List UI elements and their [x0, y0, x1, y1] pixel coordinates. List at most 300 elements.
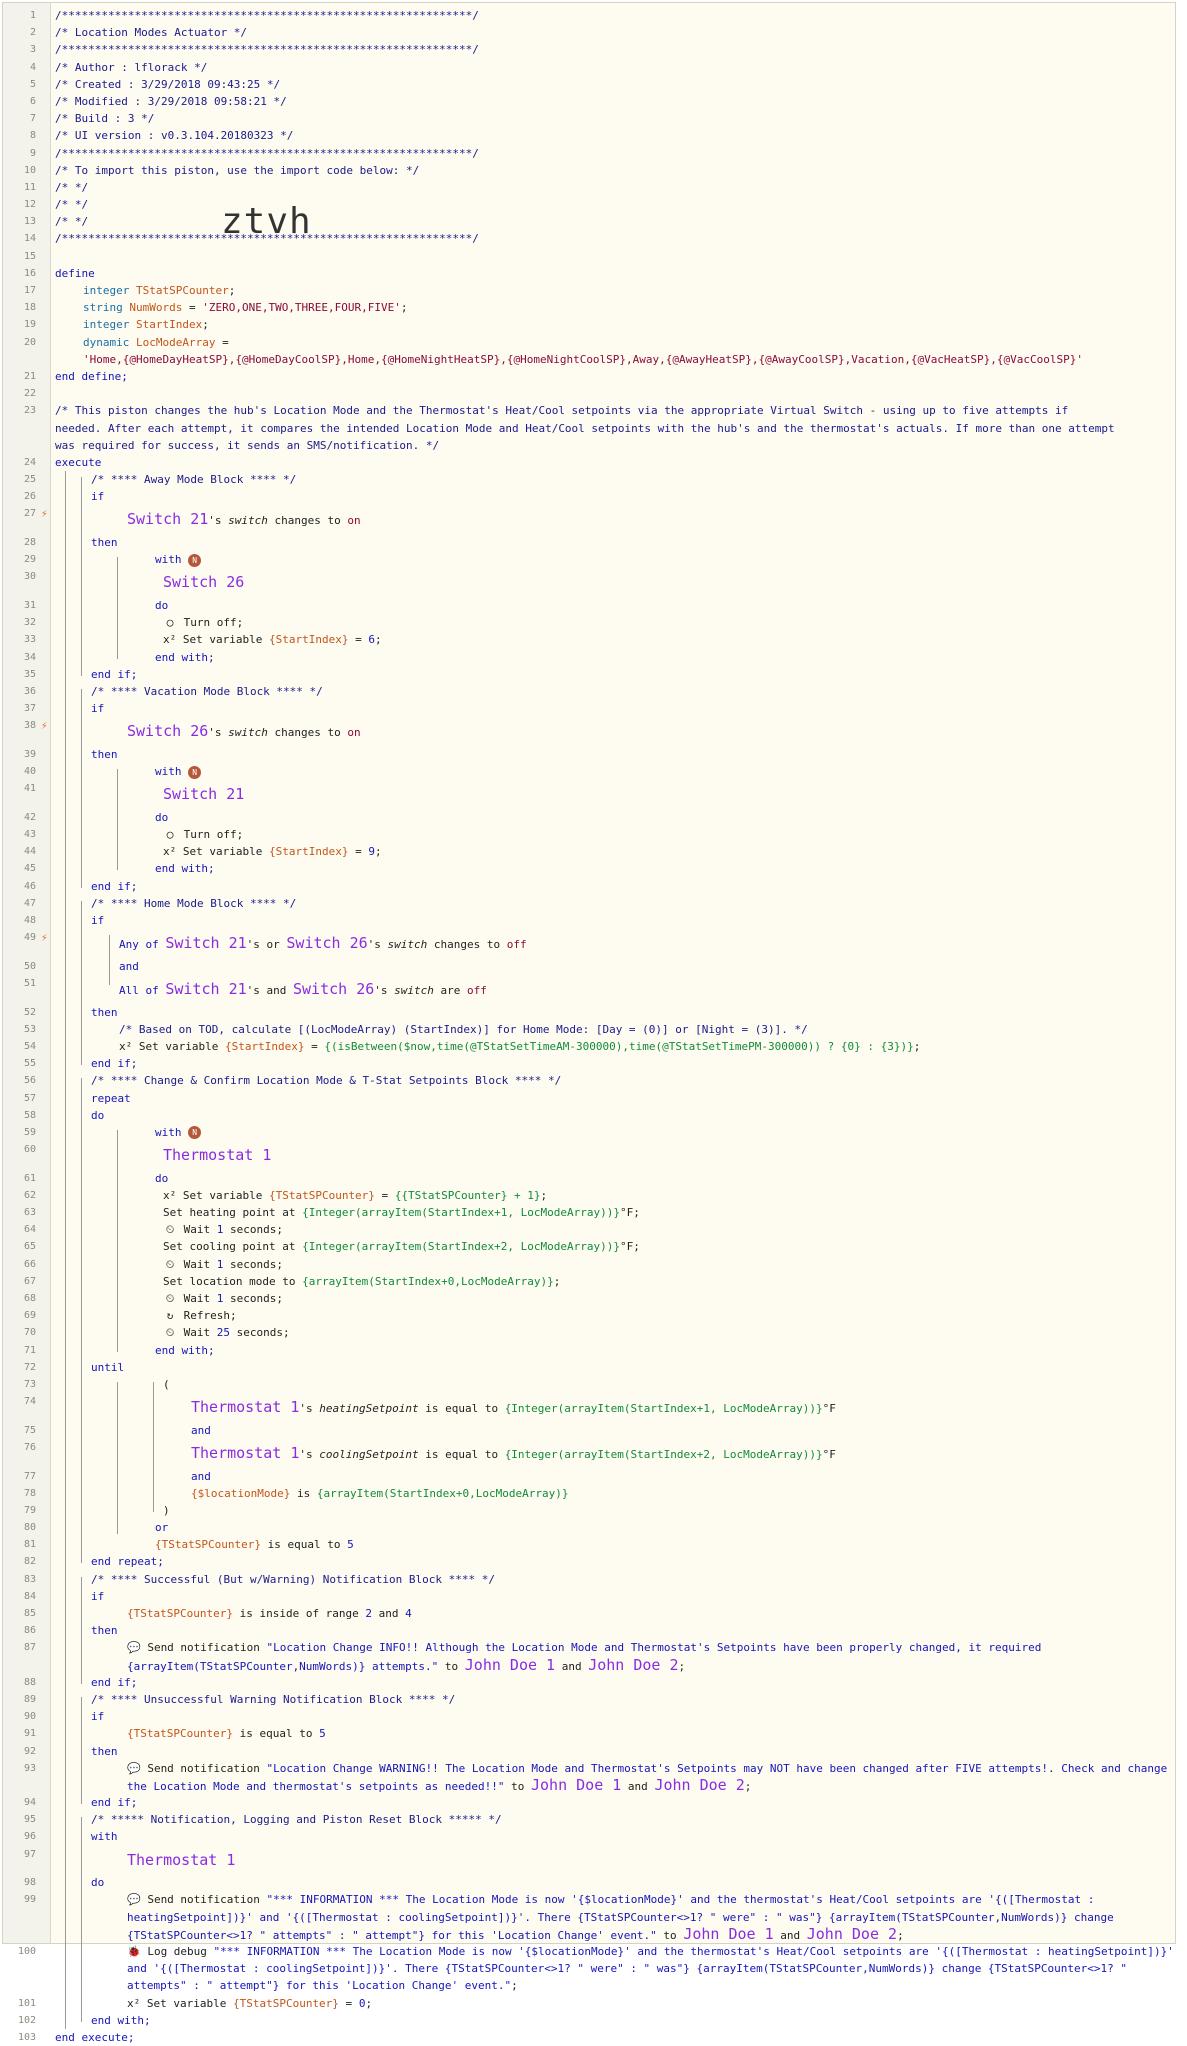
line-number: 94: [23, 1797, 36, 1809]
code-line: [3, 2012, 1173, 2029]
code-line: [3, 1422, 1173, 1439]
code-token: °F;: [619, 1240, 640, 1254]
device-name[interactable]: John Doe 2: [806, 1924, 898, 1943]
line-number: 26: [23, 491, 36, 503]
block-guide: [81, 1817, 82, 2022]
device-name[interactable]: Switch 21: [165, 980, 247, 998]
code-token: 1: [216, 1257, 224, 1271]
keyword: if: [91, 490, 105, 504]
code-token: heatingSetpoint: [319, 1402, 419, 1416]
code-line: [3, 1536, 1173, 1553]
keyword: end with;: [155, 862, 215, 876]
line-number: 100: [17, 1946, 36, 1958]
code-text: [163, 614, 243, 631]
code-token: 🐞 Log debug: [127, 1945, 214, 1959]
code-token: 's: [299, 1447, 320, 1461]
code-token: ;: [374, 633, 382, 647]
code-line: [3, 488, 1173, 505]
code-token: =: [215, 335, 229, 349]
code-text: [91, 1828, 118, 1845]
code-token: 'Home,{@HomeDayHeatSP},{@HomeDayCoolSP},Home,{@HomeNightHeatSP},{@HomeNightCoolSP},Away,{@AwayHeatSP},{@AwayCoolSP},Vacation,{@VacHeatSP},{@VacCoolSP}': [83, 352, 1084, 366]
line-number: 96: [23, 1831, 36, 1843]
line-number: 60: [23, 1144, 36, 1156]
keyword: do: [91, 1876, 105, 1890]
device-name[interactable]: John Doe 1: [531, 1775, 622, 1794]
code-token: Set heating point at: [163, 1206, 303, 1220]
line-number: 102: [17, 2014, 36, 2026]
code-line: [3, 631, 1173, 648]
variable-name: {StartIndex}: [268, 633, 349, 647]
code-text: [91, 746, 118, 763]
device-name[interactable]: Thermostat 1: [163, 1146, 272, 1165]
code-line: [3, 265, 1173, 282]
keyword: with: [155, 553, 189, 567]
code-token: ;: [228, 284, 236, 297]
code-token: is equal to: [260, 1538, 348, 1552]
code-token: to: [438, 1659, 465, 1673]
keyword: execute: [55, 455, 102, 469]
code-line: [3, 230, 1173, 247]
code-line: [3, 1725, 1173, 1742]
device-name[interactable]: John Doe 1: [464, 1655, 556, 1674]
keyword: if: [91, 1710, 105, 1724]
code-token: ;: [202, 318, 209, 332]
line-number: 61: [23, 1172, 36, 1184]
line-number: 66: [23, 1258, 36, 1270]
code-text: [155, 649, 215, 666]
code-text: [91, 1743, 118, 1760]
code-text: [91, 1571, 495, 1588]
device-name[interactable]: Switch 26: [286, 934, 368, 953]
variable-name: {TStatSPCounter}: [127, 1727, 233, 1741]
code-token: (: [163, 1377, 170, 1391]
variable-name: StartIndex: [135, 318, 203, 332]
code-text: [155, 763, 201, 780]
code-text: [127, 1995, 372, 2012]
line-number: 64: [23, 1224, 36, 1236]
code-line: [3, 93, 1173, 110]
variable-name: {StartIndex}: [224, 1039, 305, 1053]
code-line: [3, 1004, 1173, 1021]
variable-name: LocModeArray: [135, 335, 216, 349]
code-line: [3, 334, 1173, 351]
code-text: [155, 809, 168, 826]
code-text: [55, 454, 101, 471]
keyword: if: [91, 914, 105, 928]
code-token: dynamic: [83, 335, 136, 349]
keyword: then: [91, 1744, 118, 1758]
code-line: [3, 1519, 1173, 1536]
code-comment: /* **** Home Mode Block **** */: [91, 896, 297, 910]
code-line: [3, 110, 1173, 127]
line-number: 30: [23, 571, 36, 583]
device-name[interactable]: Thermostat 1: [127, 1850, 236, 1869]
code-token: ;: [744, 1779, 752, 1793]
block-guide: [117, 1382, 118, 1534]
line-number: 81: [23, 1539, 36, 1551]
code-text: [91, 534, 118, 551]
line-number: 80: [23, 1522, 36, 1534]
keyword: "*** INFORMATION *** The Location Mode is now '{$locationMode}' and the thermostat's Heat/Cool setpoints are '{([Thermostat : heatingSetpoint])}' and '{([Thermostat : coolingSetpoint])}'. There {TStatSPCounter<>1? " were" : " was"} {arrayItem(TStatSPCounter,NumWords)} change {TStatSPCounter<>1? " attempts" : " attempt"} for this 'Location Change' event.": [127, 1893, 1114, 1942]
line-number: 93: [23, 1762, 36, 1774]
line-number: 55: [23, 1058, 36, 1070]
code-text: [55, 2029, 134, 2046]
code-comment: /* Build : 3 */: [55, 112, 155, 126]
code-text: [91, 700, 104, 717]
code-line: [3, 248, 1173, 265]
line-number: 32: [23, 617, 36, 629]
code-line: [3, 958, 1173, 975]
code-text: [155, 1519, 168, 1536]
code-line: [3, 780, 1173, 809]
code-comment: /* ***** Notification, Logging and Piston Reset Block ***** */: [91, 1813, 502, 1827]
code-text: [119, 929, 527, 960]
line-number: 21: [23, 370, 36, 382]
keyword: and: [119, 959, 139, 973]
code-text: [163, 1273, 560, 1290]
code-token: changes to: [267, 514, 348, 528]
code-line: [3, 1571, 1173, 1588]
code-line: [3, 127, 1173, 144]
code-text: [163, 568, 244, 599]
line-number: 33: [23, 634, 36, 646]
line-number: 59: [23, 1126, 36, 1138]
code-line: [3, 1238, 1173, 1255]
device-name[interactable]: Switch 21: [163, 785, 245, 804]
code-token: changes to: [267, 726, 348, 740]
line-number: 2: [29, 27, 36, 39]
code-line: [3, 929, 1173, 958]
code-token: 2: [365, 1607, 373, 1620]
code-text: [119, 1021, 808, 1038]
code-token: switch: [228, 726, 268, 740]
code-token: seconds;: [230, 1326, 290, 1340]
code-comment: /* UI version : v0.3.104.20180323 */: [55, 129, 294, 143]
code-line: [3, 1324, 1173, 1341]
code-text: [163, 1238, 640, 1255]
code-token: switch: [228, 514, 268, 528]
code-listing: [3, 7, 1173, 2046]
code-token: ;: [913, 1039, 921, 1053]
code-line: [3, 1622, 1173, 1639]
code-line: [3, 385, 1173, 402]
code-text: [91, 1055, 137, 1072]
keyword: then: [91, 536, 118, 550]
code-text: [55, 7, 479, 24]
code-text: [55, 127, 293, 144]
code-line: [3, 454, 1173, 471]
block-guide: [81, 689, 82, 888]
keyword: and: [191, 1423, 211, 1437]
code-text: [55, 41, 479, 58]
block-guide: [117, 1130, 118, 1352]
code-text: [163, 1256, 283, 1273]
keyword: define: [55, 266, 95, 280]
code-token: Refresh;: [177, 1309, 237, 1323]
line-number: 73: [23, 1378, 36, 1390]
block-guide: [81, 1078, 82, 1563]
code-text: [55, 196, 88, 213]
code-line: [3, 683, 1173, 700]
device-name[interactable]: Switch 26: [127, 722, 209, 741]
code-text: [91, 471, 296, 488]
code-token: switch: [387, 938, 428, 952]
block-guide: [65, 471, 66, 2029]
line-number: 42: [23, 811, 36, 823]
line-number: 75: [23, 1424, 36, 1436]
code-token: ;: [511, 1979, 518, 1993]
code-line: [3, 145, 1173, 162]
line-number: 76: [23, 1441, 36, 1453]
code-token: 1: [216, 1223, 224, 1237]
line-number: 20: [23, 336, 36, 348]
line-number: 29: [23, 554, 36, 566]
keyword: end with;: [91, 2013, 151, 2027]
code-token: Wait: [177, 1326, 217, 1340]
keyword: with: [91, 1830, 118, 1844]
code-token: Wait: [177, 1292, 217, 1305]
code-token: Wait: [177, 1223, 217, 1237]
code-text: [55, 402, 1115, 454]
code-line: [3, 649, 1173, 666]
code-text: [55, 213, 88, 230]
code-token: and: [372, 1607, 406, 1620]
code-comment: /* */: [55, 215, 89, 229]
code-line: [3, 1107, 1173, 1124]
line-number: 77: [23, 1470, 36, 1482]
code-token: to: [656, 1928, 684, 1942]
code-line: [3, 2029, 1173, 2046]
code-line: [3, 878, 1173, 895]
piston-code-view: [2, 2, 1176, 2044]
code-token: off: [467, 984, 487, 997]
code-comment: /* **** Successful (But w/Warning) Notification Block **** */: [91, 1572, 495, 1586]
code-token: is inside of range: [232, 1607, 366, 1620]
line-number: 65: [23, 1241, 36, 1253]
code-line: [3, 1290, 1173, 1307]
keyword: do: [155, 810, 169, 824]
code-text: [163, 1290, 283, 1307]
code-line: [3, 351, 1173, 368]
device-name[interactable]: Thermostat 1: [191, 1443, 300, 1462]
code-text: [119, 975, 487, 1006]
code-text: [127, 1943, 1187, 1995]
line-number: 87: [23, 1642, 36, 1654]
trigger-bolt-icon: ⚡: [41, 931, 48, 945]
code-text: [55, 368, 128, 385]
code-text: [127, 1639, 1187, 1674]
code-token: 0: [358, 1996, 366, 2010]
code-token: string: [83, 301, 130, 315]
line-number: 6: [29, 95, 36, 107]
line-number: 79: [23, 1504, 36, 1516]
keyword: with: [155, 1125, 189, 1139]
device-name[interactable]: John Doe 2: [588, 1655, 679, 1674]
code-text: [127, 1891, 1187, 1944]
code-line: [3, 763, 1173, 780]
keyword: end if;: [91, 667, 138, 681]
line-number: 46: [23, 880, 36, 892]
block-guide: [153, 1382, 154, 1512]
code-text: [163, 843, 382, 860]
code-text: [83, 299, 408, 316]
code-text: [91, 1107, 104, 1124]
code-line: [3, 402, 1173, 454]
code-text: [91, 1622, 118, 1639]
device-name[interactable]: Switch 21: [165, 934, 247, 953]
code-text: [155, 860, 215, 877]
code-line: [3, 826, 1173, 843]
code-comment: /* */: [55, 198, 89, 212]
code-comment: /* **** Away Mode Block **** */: [91, 473, 297, 487]
device-name[interactable]: John Doe 2: [654, 1775, 745, 1794]
code-text: [127, 1605, 412, 1622]
line-number: 70: [23, 1327, 36, 1339]
code-text: [163, 631, 382, 648]
code-text: [163, 1141, 271, 1172]
code-text: [91, 683, 323, 700]
code-line: [3, 1021, 1173, 1038]
line-number: 68: [23, 1293, 36, 1304]
line-number: 58: [23, 1109, 36, 1121]
line-number: 47: [23, 897, 36, 909]
code-comment: /* Modified : 3/29/2018 09:58:21 */: [55, 94, 287, 108]
code-line: [3, 843, 1173, 860]
line-number: 16: [23, 267, 36, 279]
variable-name: {TStatSPCounter}: [127, 1607, 233, 1620]
device-name[interactable]: Switch 26: [293, 980, 375, 998]
code-text: [155, 597, 168, 614]
keyword: end define;: [55, 369, 128, 383]
code-line: [3, 1995, 1173, 2012]
line-number: 84: [23, 1590, 36, 1602]
line-number: 5: [29, 78, 36, 90]
code-text: [191, 1393, 836, 1424]
keyword: end if;: [91, 1057, 138, 1071]
code-token: ;: [374, 845, 382, 859]
keyword: repeat: [91, 1091, 131, 1105]
code-text: [83, 282, 235, 299]
code-text: [91, 912, 104, 929]
line-number: 14: [23, 233, 36, 245]
line-number: 27: [23, 508, 36, 520]
code-token: 's: [299, 1402, 320, 1416]
statement-icon: ◯: [166, 616, 174, 630]
line-number: 34: [23, 651, 36, 663]
line-number: 56: [23, 1075, 36, 1087]
code-line: [3, 316, 1173, 333]
code-text: [55, 93, 287, 110]
statement-icon: ⏲: [165, 1326, 175, 1340]
code-line: [3, 1828, 1173, 1845]
code-comment: /* To import this piston, use the import code below: */: [55, 163, 420, 177]
device-name[interactable]: Switch 26: [163, 573, 245, 592]
code-line: [3, 1743, 1173, 1760]
code-token: to: [504, 1779, 531, 1793]
code-token: integer: [83, 284, 136, 297]
code-line: [3, 1794, 1173, 1811]
code-line: [3, 1038, 1173, 1055]
code-token: is equal to: [418, 1402, 505, 1416]
code-token: Wait: [177, 1257, 217, 1271]
code-token: 4: [405, 1607, 412, 1620]
device-name[interactable]: Thermostat 1: [191, 1398, 300, 1417]
code-line: [3, 1439, 1173, 1468]
code-text: [55, 265, 95, 282]
code-text: [83, 351, 1083, 368]
code-text: [155, 1342, 215, 1359]
line-number: 7: [29, 113, 36, 125]
code-comment: /* **** Change & Confirm Location Mode & T-Stat Setpoints Block **** */: [91, 1074, 562, 1088]
line-number: 83: [23, 1573, 36, 1585]
trigger-bolt-icon: ⚡: [41, 719, 48, 733]
line-number: 28: [23, 537, 36, 549]
code-line: [3, 1639, 1173, 1673]
code-token: °F: [822, 1447, 836, 1461]
line-number: 43: [23, 829, 36, 841]
code-comment: /* Created : 3/29/2018 09:43:25 */: [55, 77, 281, 91]
code-line: [3, 1359, 1173, 1376]
code-token: 💬 Send notification: [127, 1761, 267, 1775]
code-text: [163, 826, 243, 843]
code-comment: /* Location Modes Actuator */: [55, 26, 248, 40]
variable-name: TStatSPCounter: [135, 284, 229, 297]
code-text: [91, 1811, 502, 1828]
line-number: 3: [29, 44, 36, 56]
statement-icon: ◯: [166, 828, 174, 842]
code-token: {Integer(arrayItem(StartIndex+2, LocModeArray))}: [302, 1240, 620, 1254]
code-text: [163, 1502, 170, 1519]
line-number: 25: [23, 474, 36, 486]
code-line: [3, 1874, 1173, 1891]
variable-name: {$locationMode}: [191, 1486, 291, 1500]
line-number: 13: [23, 216, 36, 228]
line-number: 24: [23, 456, 36, 468]
code-token: °F: [822, 1402, 836, 1416]
code-line: [3, 59, 1173, 76]
line-number: 101: [17, 1997, 36, 2009]
code-text: [91, 878, 137, 895]
device-name[interactable]: Switch 21: [127, 510, 209, 529]
code-line: [3, 860, 1173, 877]
code-text: [91, 1004, 118, 1021]
no-condition-badge: N: [188, 766, 201, 779]
block-guide: [81, 477, 82, 676]
line-number: 1: [29, 10, 36, 21]
line-number: 12: [23, 199, 36, 211]
keyword: and: [191, 1469, 211, 1483]
code-text: [91, 895, 296, 912]
keyword: "*** INFORMATION *** The Location Mode is now '{$locationMode}' and the thermostat's Heat/Cool setpoints are '{([Thermostat : heatingSetpoint])}' and '{([Thermostat : coolingSetpoint])}'. There {TStatSPCounter<>1? " were" : " was"} {arrayItem(TStatSPCounter,NumWords)} change {TStatSPCounter<>1? " attempts" : " attempt"} for this 'Location Change' event.": [127, 1945, 1174, 1993]
line-number: 11: [23, 181, 36, 193]
block-guide: [81, 901, 82, 1065]
code-text: [55, 179, 88, 196]
code-line: [3, 1846, 1173, 1875]
device-name[interactable]: John Doe 1: [683, 1924, 774, 1943]
code-line: [3, 1124, 1173, 1141]
line-number: 31: [23, 600, 36, 612]
keyword: then: [91, 1005, 118, 1019]
code-comment: /* **** Unsuccessful Warning Notification Block **** */: [91, 1692, 456, 1706]
code-token: {Integer(arrayItem(StartIndex+2, LocModeArray))}: [504, 1447, 823, 1461]
code-text: [91, 488, 104, 505]
code-token: 'ZERO,ONE,TWO,THREE,FOUR,FIVE': [202, 301, 401, 315]
code-text: [91, 1072, 561, 1089]
code-line: [3, 1674, 1173, 1691]
code-comment: /* Author : lflorack */: [55, 60, 208, 74]
code-line: [3, 534, 1173, 551]
code-line: [3, 471, 1173, 488]
